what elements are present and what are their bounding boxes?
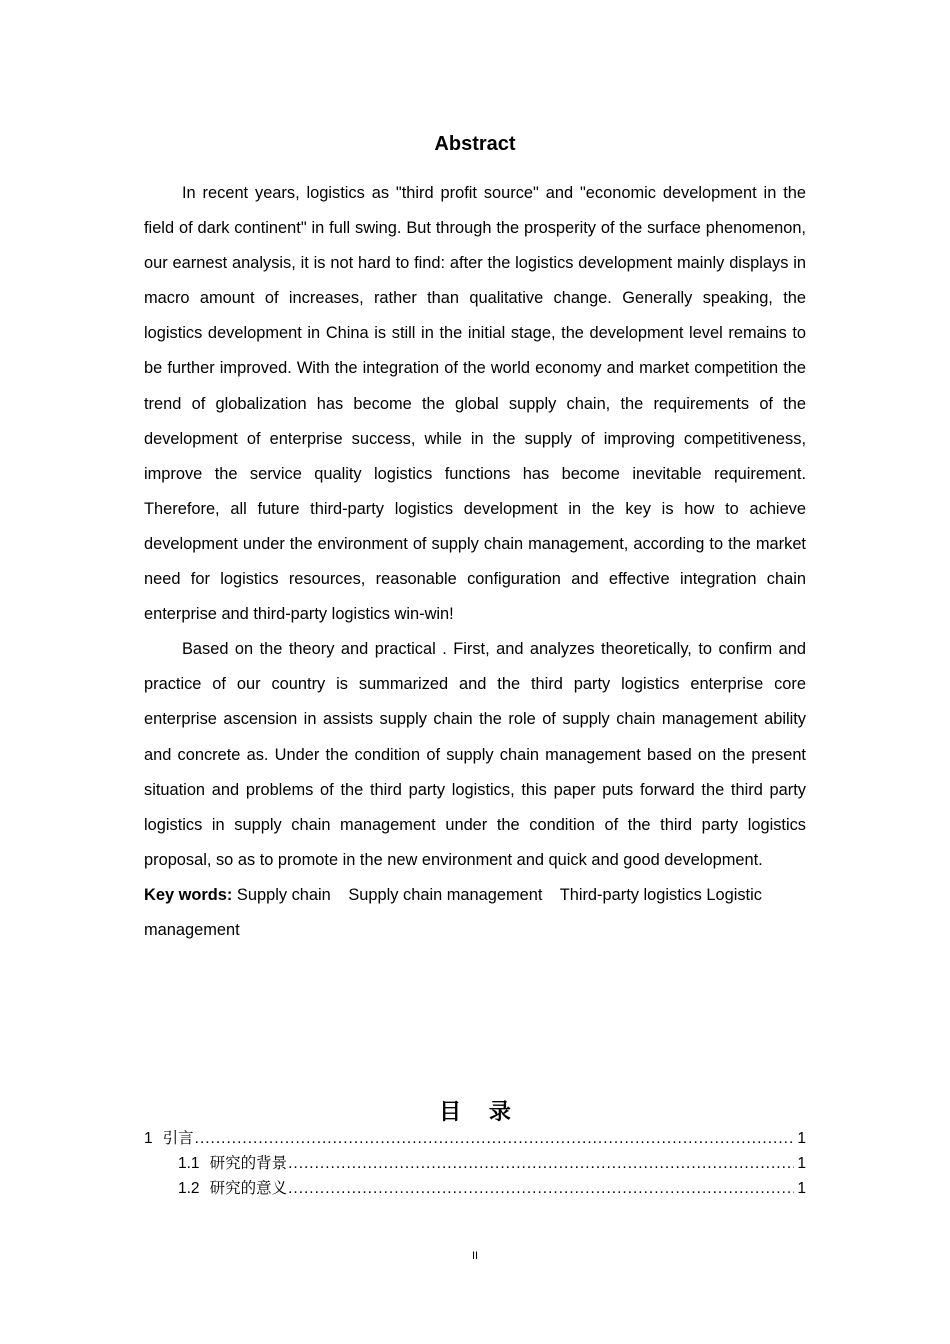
keyword-item: Supply chain management	[348, 885, 543, 904]
keywords-line	[144, 878, 806, 948]
page-number: II	[471, 1250, 479, 1262]
abstract-title: Abstract	[434, 133, 516, 155]
abstract-paragraph-2: Based on the theory and practical . First, and analyzes theoretically, to confirm and practice of our country is summarized and the third party logistics enterprise core enterprise ascension in assists supply chain the role of supply chain management ability and concrete as. Under the condition of supply chain management based on the present situation and problems of the third party logistics, this paper puts forward the third party logistics in supply chain management under the condition of the third party logistics proposal, so as to promote in the new environment and quick and good development.	[144, 640, 806, 869]
toc-entry[interactable]	[144, 1126, 806, 1151]
toc-leader-dots	[288, 1176, 794, 1201]
toc-entry-number: 1.2	[178, 1180, 200, 1197]
toc-entry-page: 1	[797, 1130, 806, 1147]
abstract-paragraph-1: In recent years, logistics as "third profit source" and "economic development in the field of dark continent" in full swing. But through the prosperity of the surface phenomenon, our earnest analysis, it is not hard to find: after the logistics development mainly displays in macro amount of increases, rather than qualitative change. Generally speaking, the logistics development in China is still in the initial stage, the development level remains to be further improved. With the integration of the world economy and market competition the trend of globalization has become the global supply chain, the requirements of the development of enterprise success, while in the supply of improving competitiveness, improve the service quality logistics functions has become inevitable requirement. Therefore, all future third-party logistics development in the key is how to achieve development under the environment of supply chain management, according to the market need for logistics resources, reasonable configuration and effective integration chain enterprise and third-party logistics win-win!	[144, 184, 806, 624]
toc-entry-title: 引言	[162, 1129, 194, 1147]
toc-leader-dots	[288, 1151, 794, 1176]
toc-title: 目 录	[439, 1100, 521, 1125]
toc-entry[interactable]	[144, 1151, 806, 1176]
toc-leader-dots	[195, 1126, 795, 1151]
toc-entry-page: 1	[797, 1155, 806, 1172]
toc-entry[interactable]	[144, 1176, 806, 1201]
toc-entry-number: 1	[144, 1130, 153, 1147]
toc-entry-title: 研究的意义	[209, 1179, 288, 1197]
keyword-item: Third-party logistics Logistic management	[144, 885, 762, 939]
toc-entry-number: 1.1	[178, 1155, 200, 1172]
toc-entry-page: 1	[797, 1180, 806, 1197]
abstract-body	[144, 176, 806, 948]
keyword-item: Supply chain	[236, 885, 331, 904]
keywords-label: Key words:	[144, 885, 233, 904]
toc-entry-title: 研究的背景	[209, 1154, 288, 1172]
table-of-contents	[144, 1126, 806, 1201]
